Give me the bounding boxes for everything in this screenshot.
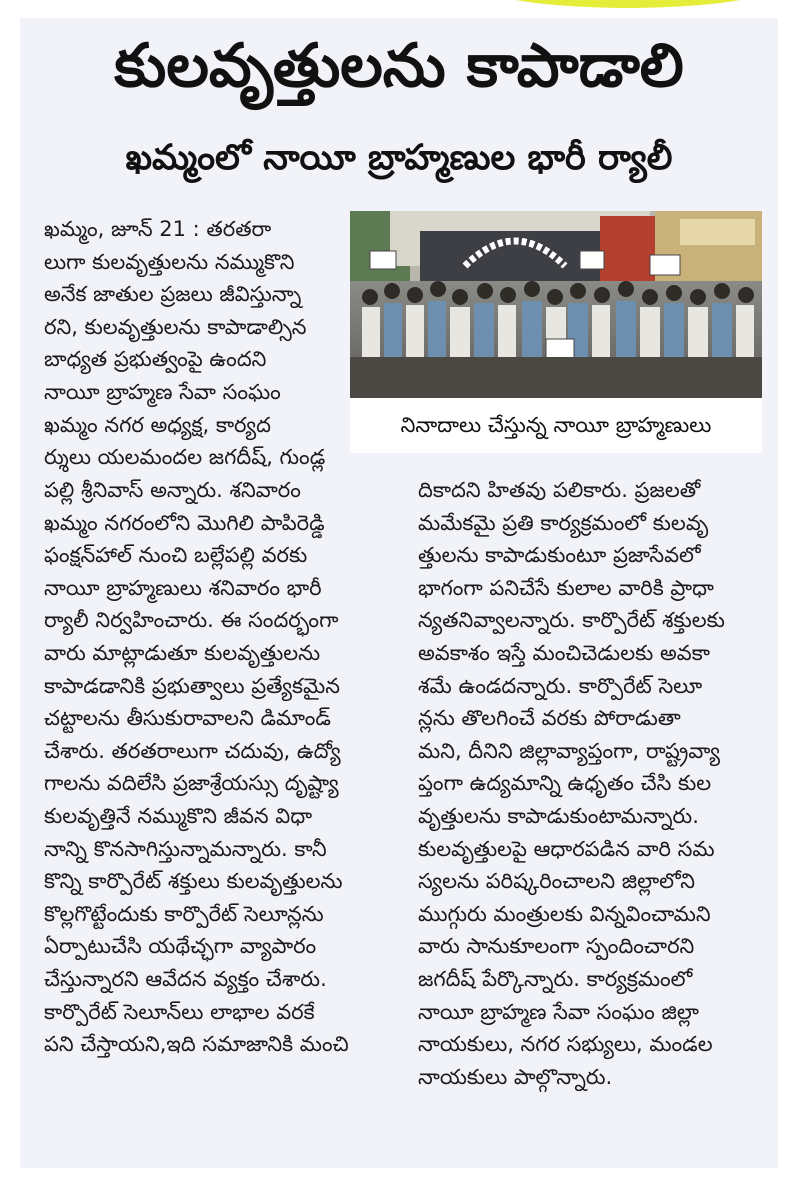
article-line: శమే ఉండదన్నారు. కార్పొరేట్ సెలూ — [418, 673, 703, 698]
article-line: న్యతనివ్వాలన్నారు. కార్పొరేట్ శక్తులకు — [418, 608, 725, 633]
article-line: అనేక జాతుల ప్రజలు జీవిస్తున్నా — [44, 282, 302, 307]
article-line: జగదీష్ పేర్కొన్నారు. కార్యక్రమంలో — [418, 966, 693, 991]
article-line: ర్యాలీ నిర్వహించారు. ఈ సందర్భంగా — [44, 608, 339, 633]
article-line: వారు మాట్లాడుతూ కులవృత్తులను — [44, 640, 321, 665]
article-line: స్యలను పరిష్కరించాలని జిల్లాలోని — [418, 869, 695, 894]
article-column-right — [418, 474, 774, 1093]
article-line: నాన్ని కొనసాగిస్తున్నామన్నారు. కానీ — [44, 836, 327, 861]
article-column-left-lower — [44, 474, 410, 1061]
article-line: చట్టాలను తీసుకురావాలని డిమాండ్ — [44, 706, 331, 731]
article-line: కొన్ని కార్పొరేట్ శక్తులు కులవృత్తులను — [44, 869, 343, 894]
article-line: కొల్లగొట్టేందుకు కార్పొరేట్ సెలూన్లను — [44, 901, 324, 926]
article-line: ఫంక్షన్‌హాల్ నుంచి బల్లేపల్లి వరకు — [44, 543, 308, 568]
article-line: దికాదని హితవు పలికారు. ప్రజలతో — [418, 478, 701, 502]
article-column-left-upper — [44, 213, 360, 474]
article-line: ముగ్గురు మంత్రులకు విన్నవించామని — [418, 901, 711, 926]
article-line: చేస్తున్నారని ఆవేదన వ్యక్తం చేశారు. — [44, 966, 327, 991]
article-line: ఖమ్మం నగర అధ్యక్ష, కార్యద — [44, 412, 271, 437]
newspaper-clipping — [20, 18, 778, 1168]
article-line: ర్శులు యలమందల జగదీష్, గుండ్ల — [44, 445, 326, 470]
article-line: గాలను వదిలేసి ప్రజాశ్రేయస్సు దృష్ట్యా — [44, 771, 339, 796]
article-line: బాధ్యత ప్రభుత్వంపై ఉందని — [44, 347, 267, 372]
article-line: ఖమ్మం, జూన్ 21 : తరతరా — [44, 217, 272, 241]
headline: కులవృత్తులను కాపాడాలి — [114, 31, 684, 101]
article-line: నాయకులు పాల్గొన్నారు. — [418, 1064, 613, 1089]
rally-photo — [350, 211, 762, 398]
article-line: నాయీ బ్రాహ్మణులు శనివారం భారీ — [44, 575, 322, 600]
article-line: న్లను తొలగించే వరకు పోరాడుతా — [418, 706, 681, 731]
article-line: కులవృత్తినే నమ్ముకొని జీవన విధా — [44, 803, 313, 828]
article-line: చేశారు. తరతరాలుగా చదువు, ఉద్యో — [44, 738, 341, 763]
article-line: అవకాశం ఇస్తే మంచిచెడులకు అవకా — [418, 640, 710, 665]
article-line: రని, కులవృత్తులను కాపాడాల్సిన — [44, 314, 307, 339]
article-line: కార్పొరేట్ సెలూన్‌లు లాభాల వరకే — [44, 999, 315, 1024]
article-line: కాపాడడానికి ప్రభుత్వాలు ప్రత్యేకమైన — [44, 673, 340, 698]
article-line: లుగా కులవృత్తులను నమ్ముకొని — [44, 249, 295, 274]
article-line: భాగంగా పనిచేసే కులాల వారికి ప్రాధా — [418, 575, 714, 600]
article-line: నాయీ బ్రాహ్మణ సేవా సంఘం జిల్లా — [418, 999, 699, 1024]
article-line: వృత్తులను కాపాడుకుంటామన్నారు. — [418, 803, 699, 828]
article-line: మమేకమై ప్రతి కార్యక్రమంలో కులవృ — [418, 510, 709, 535]
subheadline: ఖమ్మంలో నాయీ బ్రాహ్మణుల భారీ ర్యాలీ — [125, 138, 673, 178]
article-line: త్తులను కాపాడుకుంటూ ప్రజాసేవలో — [418, 543, 701, 568]
article-line: కులవృత్తులపై ఆధారపడిన వారి సమ — [418, 836, 715, 861]
article-line: నాయకులు, నగర సభ్యులు, మండల — [418, 1032, 713, 1057]
article-line: ఖమ్మం నగరంలోని మొగిలి పాపిరెడ్డి — [44, 510, 325, 535]
photo-with-caption — [350, 211, 762, 453]
article-line: పల్లి శ్రీనివాస్ అన్నారు. శనివారం — [44, 478, 301, 502]
article-line: పని చేస్తాయని,ఇది సమాజానికి మంచి — [44, 1032, 349, 1057]
article-line: నాయీ బ్రాహ్మణ సేవా సంఘం — [44, 379, 281, 404]
article-line: వారు సానుకూలంగా స్పందించారని — [418, 934, 695, 959]
photo-caption: నినాదాలు చేస్తున్న నాయీ బ్రాహ్మణులు — [400, 413, 712, 437]
top-highlight-shape — [478, 0, 778, 8]
article-line: మని, దీనిని జిల్లావ్యాప్తంగా, రాష్ట్రవ్యా — [418, 738, 721, 763]
article-line: ప్తంగా ఉద్యమాన్ని ఉధృతం చేసి కుల — [418, 771, 712, 796]
article-line: ఏర్పాటుచేసి యథేచ్ఛగా వ్యాపారం — [44, 934, 317, 959]
